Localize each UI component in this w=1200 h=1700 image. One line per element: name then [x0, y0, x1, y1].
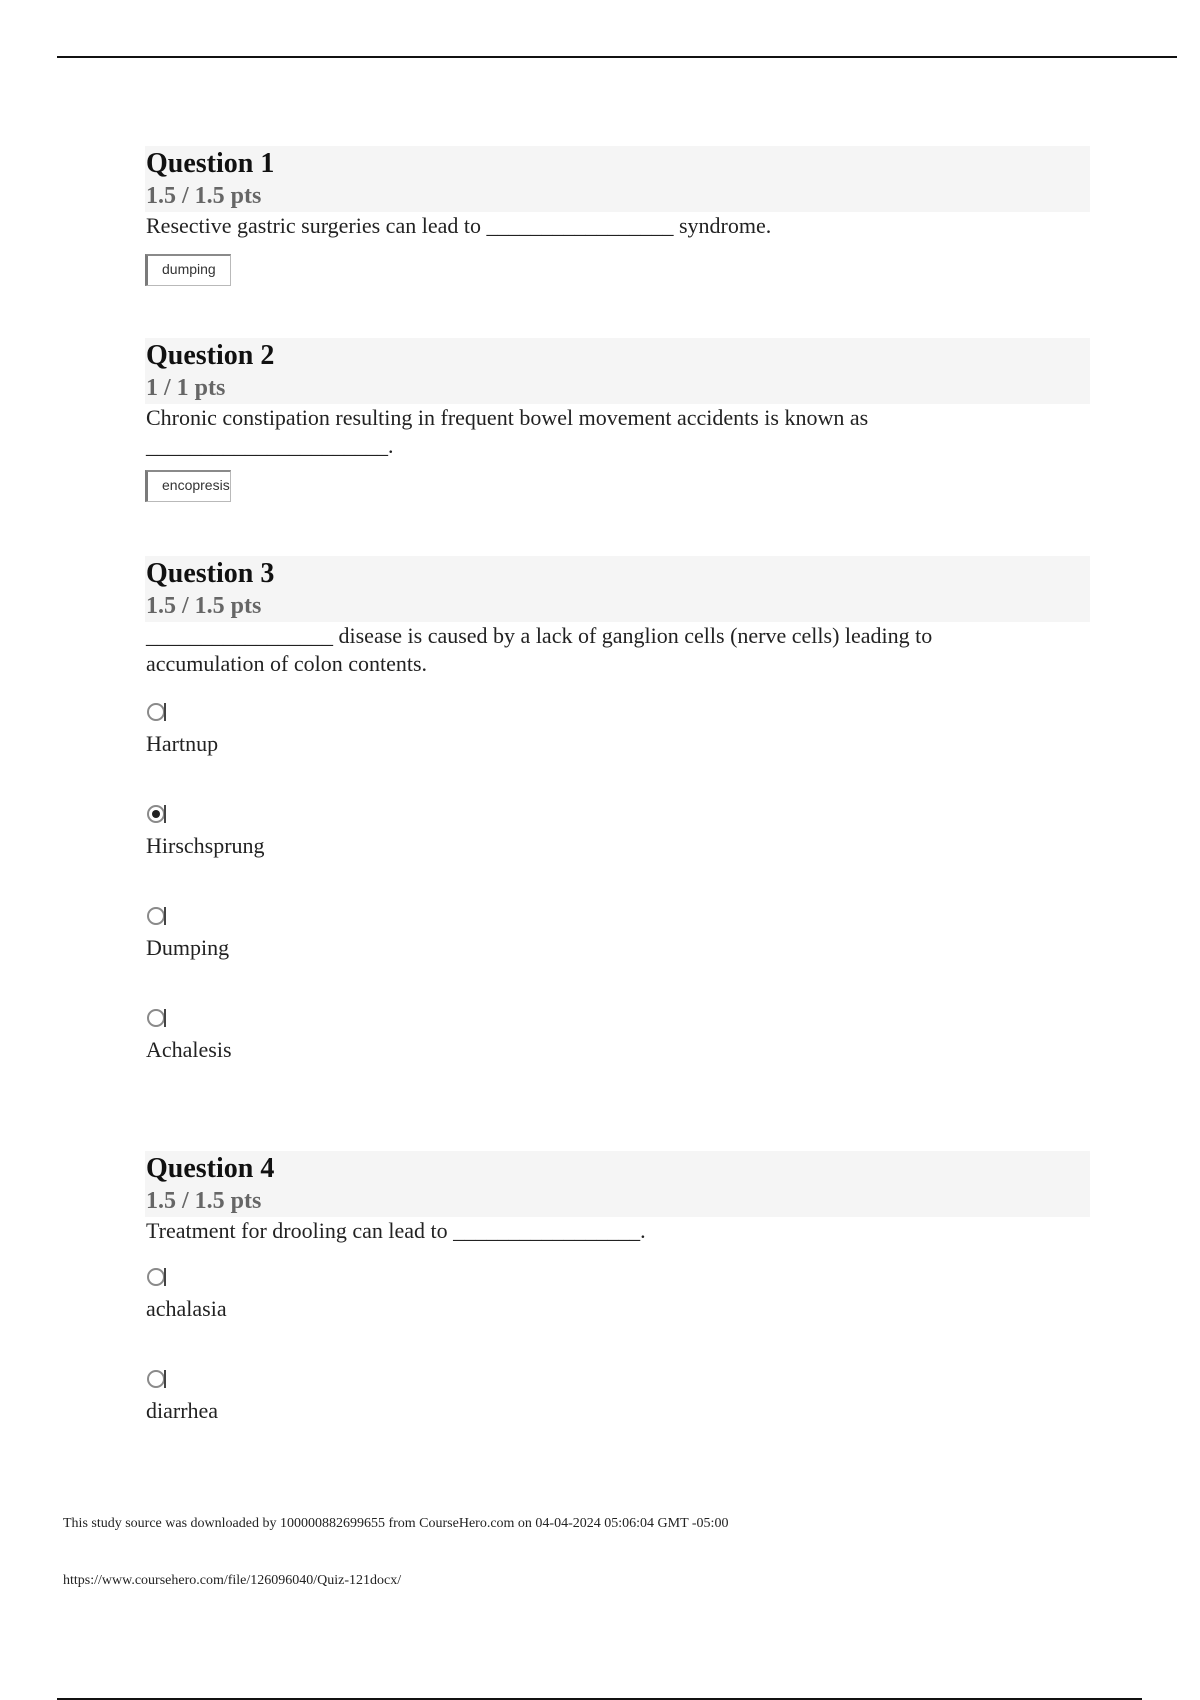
question-header: [145, 146, 1090, 212]
radio-unselected-icon[interactable]: [146, 904, 168, 928]
question-title: Question 1: [146, 148, 275, 179]
question-points: 1 / 1 pts: [146, 375, 226, 401]
footer-source-line: This study source was downloaded by 100000882699655 from CourseHero.com on 04-04-2024 05:06:04 GMT -05:00: [63, 1516, 729, 1531]
question-header: [145, 1151, 1090, 1217]
option-label: Dumping: [146, 935, 230, 960]
question-text-line-2: accumulation of colon contents.: [146, 651, 428, 676]
radio-unselected-icon[interactable]: [146, 1367, 168, 1391]
question-header: [145, 338, 1090, 404]
question-header: [145, 556, 1090, 622]
question-title: Question 2: [146, 340, 275, 371]
question-2: [145, 338, 1090, 502]
question-text-line-1: _________________ disease is caused by a lack of ganglion cells (nerve cells) leading to: [146, 623, 933, 648]
question-text-line-2: ______________________.: [146, 433, 394, 458]
question-text-line-1: Chronic constipation resulting in frequent bowel movement accidents is known as: [146, 405, 869, 430]
option-hirschsprung[interactable]: [146, 802, 1090, 860]
answer-input[interactable]: encopresis: [145, 470, 231, 502]
question-points: 1.5 / 1.5 pts: [146, 183, 262, 209]
question-3: [145, 556, 1090, 1064]
question-4: [145, 1151, 1090, 1425]
answer-input[interactable]: dumping: [145, 254, 231, 286]
radio-unselected-icon[interactable]: [146, 1006, 168, 1030]
option-dumping[interactable]: [146, 904, 1090, 962]
radio-selected-icon[interactable]: [146, 802, 168, 826]
option-label: Hartnup: [146, 731, 219, 756]
radio-unselected-icon[interactable]: [146, 700, 168, 724]
question-1: [145, 146, 1090, 286]
option-label: Hirschsprung: [146, 833, 265, 858]
option-achalesis[interactable]: [146, 1006, 1090, 1064]
option-label: Achalesis: [146, 1037, 232, 1062]
question-title: Question 4: [146, 1153, 275, 1184]
question-points: 1.5 / 1.5 pts: [146, 1188, 262, 1214]
option-hartnup[interactable]: [146, 700, 1090, 758]
footer-url-line[interactable]: https://www.coursehero.com/file/126096040/Quiz-121docx/: [63, 1573, 402, 1588]
radio-unselected-icon[interactable]: [146, 1265, 168, 1289]
option-label: achalasia: [146, 1296, 227, 1321]
question-text: Resective gastric surgeries can lead to _________________ syndrome.: [146, 213, 772, 238]
question-title: Question 3: [146, 558, 275, 589]
question-text: Treatment for drooling can lead to _________________.: [146, 1218, 646, 1243]
question-points: 1.5 / 1.5 pts: [146, 593, 262, 619]
option-label: diarrhea: [146, 1398, 219, 1423]
option-diarrhea[interactable]: [146, 1367, 1090, 1425]
top-rule: [57, 56, 1177, 58]
option-achalasia[interactable]: [146, 1265, 1090, 1323]
